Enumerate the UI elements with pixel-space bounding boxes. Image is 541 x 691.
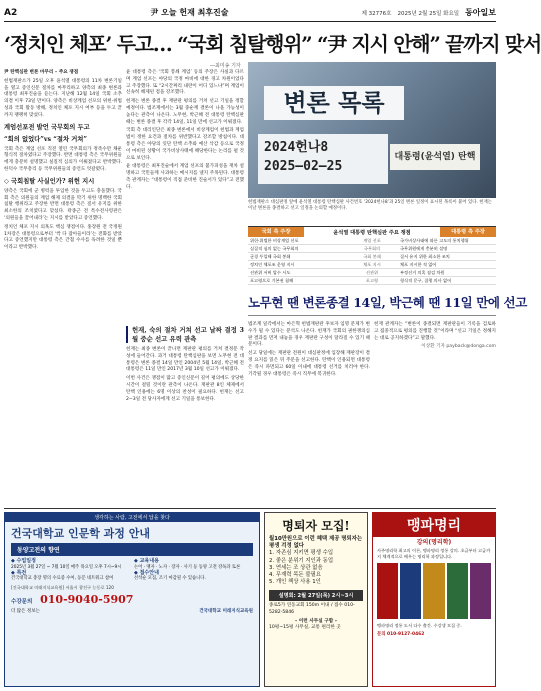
ad-subtitle: 강의(명리학) xyxy=(416,539,452,546)
table-row xyxy=(248,253,496,261)
secondary-headline: 노무현 땐 변론종결 14일, 박근혜 땐 11일 만에 선고 xyxy=(248,290,496,316)
ad-list-item: 5. 개인 책상 사용 1인 xyxy=(269,579,321,586)
article-paragraph: 이번 사건은 쟁점이 많고 증인신문이 길어 평의에도 상당한 시간이 걸릴 것이란 관측이 나온다. 재판관 8인 체제에서 탄핵 인용에는 6명 이상의 찬성이 필요하다. 헌재는 선고 2∼3일 전 당사자에게 선고 기일을 통보한다. xyxy=(126,376,244,402)
table-cell: 포고령으로 기본권 침해 xyxy=(250,277,294,283)
paper-name: 동아일보 xyxy=(465,7,496,17)
ad-item-title: ◆ 교육내용 xyxy=(134,558,159,564)
table-cell: 부정선거 의혹 점검 차원 xyxy=(400,269,445,275)
ad-contact: 종로5가 연동교회 150m 이내 / 접수 010-5282-5846 xyxy=(269,603,355,615)
ad-divider xyxy=(4,508,496,509)
ad-books xyxy=(373,561,495,621)
ad-item-title: ◆ 접수안내 xyxy=(134,569,159,576)
ad-list-item: 2. 좋은 분위기 지인과 동업 xyxy=(269,557,334,564)
book-cover xyxy=(447,563,468,619)
table-row xyxy=(248,237,496,245)
photo-caption: 헌법재판소 대심판정 앞에 윤석열 대통령 탄핵심판 사건번호 ‘2024헌나8’과 25일 변론 일정이 표시된 목록이 붙어 있다. 헌재는 이날 변론을 종결하고 선고 일정을 논의할 예정이다. xyxy=(248,200,493,212)
photo-sign-dates xyxy=(258,134,388,184)
news-photo xyxy=(248,62,496,198)
table-cell: 형식적 문구, 집행 의사 없어 xyxy=(400,277,452,283)
table-cell: 실질적 심의 없는 국무회의 xyxy=(250,245,299,251)
ad-description-2: 맹파명리 정통 도서 다수 출간. 수강생 모집 중. xyxy=(377,623,462,629)
ad-body xyxy=(5,556,259,585)
ad-item-text: 건국대학교 총장 명의 수료증 수여, 동문 네트워크 참여 xyxy=(11,576,114,582)
table-cell: 국무회의 xyxy=(363,245,381,251)
article-paragraph: 정치인 체포 지시 의혹도 핵심 쟁점이다. 홍장원 전 국정원 1차장은 대통령으로부터 ‘싹 다 잡아들이라’는 전화를 받았다고 증언했지만 대통령 측은 간첩 수사를 독려한 것일 뿐이라고 반박했다. xyxy=(4,224,122,251)
ad-right-column xyxy=(134,559,253,582)
ad-footer-left: 더 많은 정보는 xyxy=(11,609,40,615)
article-paragraph: 윤 대통령 측은 ‘국회 봉쇄 계엄’ 등의 주장은 사실과 다르며 계엄 선포는 야당의 국정 마비에 대한 경고 차원이었다고 주장했다. 또 “2시간짜리 내란이 어디 있느냐”며 계엄이 신속히 해제된 점을 강조했다. xyxy=(126,70,244,96)
article-paragraph: 양측은 국회에 군 병력을 투입한 것을 두고도 충돌했다. 국회 측은 의원들의 계엄 해제 의결을 막기 위한 명백한 국회 침탈 행위라고 주장한 반면 대통령 측은 질서 유지를 위한 최소한의 조치였다고 맞섰다. 곽종근 전 특수전사령관은 ‘의원들을 끌어내라’는 지시를 받았다고 증언했다. xyxy=(4,188,122,221)
table-row xyxy=(248,245,496,253)
table-cell: 선관위 서버 압수 시도 xyxy=(250,269,291,275)
table-row xyxy=(248,277,496,285)
article-paragraph: 헌재 관계자는 “변론이 종결되면 재판관들이 기록을 검토하고 집중적으로 평의를 진행할 것”이라며 “선고 기일은 정해지는 대로 공지하겠다”고 말했다. xyxy=(374,322,496,341)
ad-lead: 월10만원으로 이런 혜택 제공 명퇴자는 평생 걱정 없다 xyxy=(269,536,363,550)
article-column-1 xyxy=(4,70,122,502)
book-cover xyxy=(470,563,491,619)
photo-case-number: 2024헌나8 xyxy=(264,140,329,155)
article-column-3 xyxy=(248,322,370,504)
table-cell: 질서 유지 위한 최소한 조치 xyxy=(400,253,450,259)
article-lead: 尹 탄핵심판 변론 마무리 – 주요 쟁점 xyxy=(4,70,79,75)
table-cell: 체포 지시한 적 없어 xyxy=(400,261,437,267)
ad-item-text: 선착순 모집, 조기 마감될 수 있습니다. xyxy=(134,576,206,582)
photo-date: 2025–02–25 xyxy=(264,159,343,174)
ad-item-title: ◆ 수업일정 xyxy=(11,558,36,564)
ad-notice: – 이런 사무실 구함 – xyxy=(294,618,338,624)
article-column-4 xyxy=(374,322,496,504)
issue-number: 제 32776호 xyxy=(361,10,392,17)
page-number: A2 xyxy=(4,7,18,18)
ad-tagline: 생각하는 사람, 고전에서 답을 찾다 xyxy=(5,513,259,522)
ad-item-title: ◆ 특전 xyxy=(11,569,27,576)
main-headline: ‘정치인 체포’ 두고… “국회 침탈행위” “尹 지시 안해” 끝까지 맞서 xyxy=(4,32,541,56)
ad-list-item: 4. 무재력 목돈 불필요 xyxy=(269,572,321,579)
table-cell: 군경 투입해 국회 봉쇄 xyxy=(250,253,291,259)
ad-summary xyxy=(265,534,367,588)
table-cell: 선관위 xyxy=(365,269,379,275)
article-paragraph: 헌재는 최종 변론이 끝나면 재판관 평의를 거쳐 결정문 작성에 들어간다. 과거 대통령 탄핵심판을 보면 노무현 전 대통령은 변론 종결 14일 만인 2004년 5월 14일, 박근혜 전 대통령은 11일 만인 2017년 3월 10일 선고가 이뤄졌다. xyxy=(126,347,244,373)
table-right-header: 대통령 측 주장 xyxy=(440,227,496,237)
issues-table xyxy=(248,226,496,284)
ad-course-name: 동양고전의 향연 xyxy=(11,543,253,556)
article-paragraph: 헌법재판소가 25일 오후 윤석열 대통령의 11차 변론기일을 열고 증인신문 절차를 마무리하고 양측의 최종 변론과 대통령 최후진술을 듣는다. 지난해 12월 14일 국회 소추 의결 이후 73일 만이다. 양측은 비상계엄 선포의 위헌·위법성과 국회 활동 방해, 정치인 체포 지시 여부 등을 두고 끝까지 팽팽히 맞섰다. xyxy=(4,78,122,118)
article-paragraph: 선고 당일에는 재판관 전원이 대심판정에 입장해 재판장이 결정 요지를 읽은 뒤 주문을 선고한다. 탄핵이 인용되면 대통령은 즉시 파면되고 60일 이내에 대통령 선거를 치러야 한다. 기각될 경우 대통령은 즉시 직무에 복귀한다. xyxy=(248,351,370,377)
ad-title: 건국대학교 인문학 과정 안내 xyxy=(11,527,150,540)
article-paragraph: 국회 측 대리인단은 최종 변론에서 비상계엄이 헌법과 계엄법이 정한 요건과 절차를 위반했다고 강조할 방침이다. 대통령 측은 야당의 잇단 탄핵 소추와 예산 삭감 등으로 국정이 마비된 상황이 국가비상사태에 해당한다는 논리를 펼 것으로 보인다. xyxy=(126,128,244,161)
reporter-signature: 이상환 기자 payback@donga.com xyxy=(421,344,496,350)
table-left-header: 국회 측 주장 xyxy=(248,227,304,237)
article-column-2b xyxy=(126,326,244,504)
article-subhead: “회의 없었다”vs “절차 거쳐” xyxy=(4,135,88,143)
table-cell: 국회 봉쇄 xyxy=(363,253,381,259)
article-subhead: ◇ 국회침탈 사실인가? 위헌 지시 xyxy=(4,177,95,185)
table-cell: 국무위원에게 충분히 설명 xyxy=(400,245,448,251)
photo-case-name: 대통령(윤석열) 탄핵 xyxy=(390,144,480,170)
ad-left-column xyxy=(11,559,130,582)
table-title: 윤석열 대통령 탄핵심판 주요 쟁점 xyxy=(333,229,411,236)
ad-title: 명퇴자 모집! xyxy=(282,519,350,533)
article-paragraph: 윤 대통령은 최후진술에서 계엄 선포의 불가피성을 재차 설명하고 국민들께 사과하는 메시지를 낼지 주목된다. 대통령 측 관계자는 “대통령이 직접 준비한 진술서가 있다”고 전했다. xyxy=(126,164,244,190)
article-paragraph: 법조계 일각에서는 마은혁 헌법재판관 후보자 임명 문제가 변수가 될 수 있다는 분석도 나온다. 헌재가 국회의 권한쟁의심판 결과를 먼저 내놓을 경우 재판관 구성이 달라질 수 있기 때문이다. xyxy=(248,322,370,348)
section-title: 尹 오늘 헌재 최후진술 xyxy=(150,8,229,17)
article-paragraph: 헌재는 변론 종결 후 재판관 평의를 거쳐 선고 기일을 정할 예정이다. 법조계에서는 3월 중순께 결론이 나올 가능성이 높다는 관측이 나온다. 노무현, 박근혜 전 대통령 탄핵심판 때는 변론 종결 후 각각 14일, 11일 만에 선고가 이뤄졌다. xyxy=(126,99,244,125)
table-cell: 포고령 xyxy=(365,277,379,283)
issue-meta xyxy=(362,7,496,18)
ad-phone-number[interactable]: 010-9040-5907 xyxy=(40,593,134,607)
table-row xyxy=(248,261,496,269)
ad-item-text: 2025년 3월 27일 ~ 7월 10일 매주 목요일 오후 7시~9시 xyxy=(11,564,122,570)
ad-phone[interactable]: 문의 010-9127-0462 xyxy=(377,631,425,637)
ad-konkuk-humanities[interactable] xyxy=(4,512,260,687)
table-cell: 국가비상사태에 따른 고도의 통치행위 xyxy=(400,237,469,243)
article-subhead: 계엄선포전 발언 국무회의 두고 xyxy=(4,123,90,131)
book-cover xyxy=(423,563,444,619)
article-paragraph: 국회 측은 계엄 선포 직전 열린 국무회의가 정족수만 채운 형식적 절차였다고 주장했다. 반면 대통령 측은 국무위원들에게 충분히 설명했고 실질적 심의가 이뤄졌다고 반박했다. 한덕수 국무총리 등 국무위원들의 증언도 엇갈렸다. xyxy=(4,146,122,172)
table-cell: 정치인 체포조 운영 지시 xyxy=(250,261,295,267)
ad-address: [건국대학교 미래지식교육원] 서울시 광진구 능동로 120 xyxy=(11,585,114,591)
table-cell: 위헌·위법한 비상계엄 선포 xyxy=(250,237,299,243)
book-cover xyxy=(377,563,398,619)
ad-phone[interactable] xyxy=(5,591,259,606)
ad-list-item: 3. 연세는 조 상관 없음 xyxy=(269,564,323,571)
ad-myeongri[interactable] xyxy=(372,512,496,687)
ad-phone-label: 수강문의 xyxy=(11,599,33,606)
ad-retiree-recruit[interactable] xyxy=(264,512,368,687)
table-cell: 체포 지시 xyxy=(363,261,381,267)
secondary-intro: 헌재, 숙의 절차 거쳐 선고 날짜 결정 3월 중순 선고 유력 관측 xyxy=(126,326,244,343)
reporter-left: ―최미송 기자 xyxy=(210,63,241,69)
ad-footer xyxy=(5,606,259,616)
issue-date: 2025년 2월 25일 화요일 xyxy=(397,10,460,17)
ad-seminar: 설명회: 2월 27일(목) 2시~3시 xyxy=(269,590,363,601)
book-cover xyxy=(400,563,421,619)
masthead xyxy=(4,4,496,22)
ad-description: 사주명리학 최고의 이론, 맹파명리 정통 강의. 초급부터 고급까지 체계적으로 배우는 명리학 과정입니다. xyxy=(377,548,491,559)
ad-item-text: 논어 · 맹자 · 노자 · 장자 · 사기 등 동양 고전 강독과 토론 xyxy=(134,564,241,570)
ad-notice-text: 10평~15평 사무실, 교통 편리한 곳 xyxy=(269,625,341,631)
table-cell: 계엄 선포 xyxy=(363,237,381,243)
ad-footer-right: 건국대학교 미래지식교육원 xyxy=(199,609,253,615)
article-column-2 xyxy=(126,70,244,320)
ad-title: 맹파명리 xyxy=(373,513,495,537)
table-row xyxy=(248,269,496,277)
ad-list-item: 1. 자존심 지키면 평생 수입 xyxy=(269,550,334,557)
table-header xyxy=(248,227,496,237)
photo-sign-label: 변론 목록 xyxy=(264,86,404,120)
